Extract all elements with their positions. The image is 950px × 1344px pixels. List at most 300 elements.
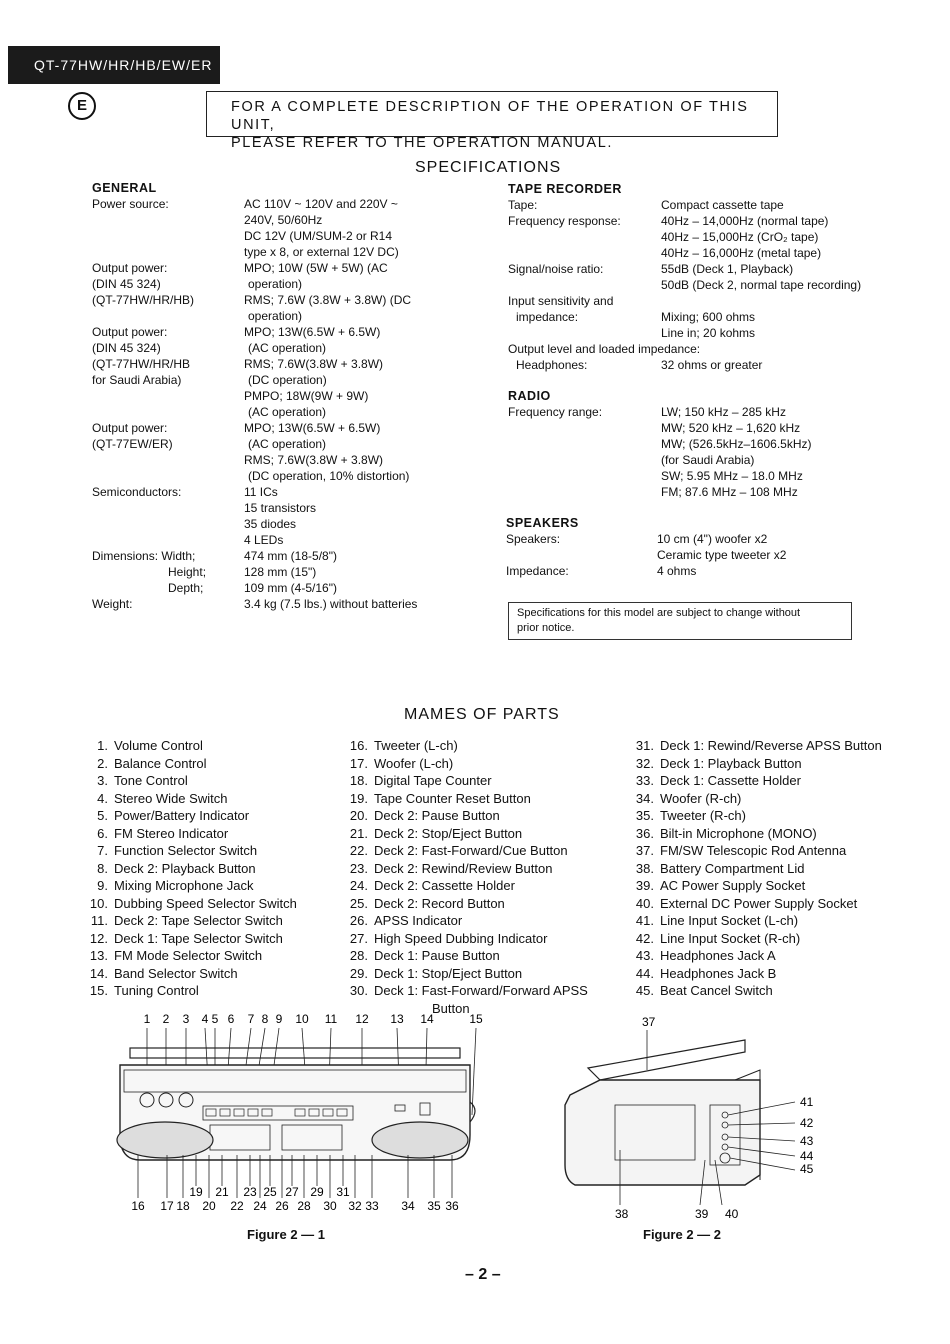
spec-value-line: (DC operation) — [248, 373, 327, 387]
part-number: 42. — [635, 930, 654, 946]
spec-label-line: Dimensions: Width; — [92, 549, 196, 563]
figure-2-1-front-view — [100, 1010, 500, 1220]
part-name: Deck 1: Rewind/Reverse APSS Button — [660, 738, 882, 753]
part-name: Woofer (L-ch) — [374, 755, 454, 771]
spec-label-line: Impedance: — [506, 564, 569, 578]
spec-row — [92, 260, 492, 324]
part-name: Deck 1: Stop/Eject Button — [374, 965, 523, 981]
spec-row — [92, 196, 492, 260]
spec-label-line: Output power: — [92, 325, 168, 339]
spec-label-line: Input sensitivity and — [508, 294, 614, 308]
part-name: Power/Battery Indicator — [114, 808, 250, 823]
operation-manual-notice — [206, 91, 778, 151]
spec-label — [92, 548, 244, 596]
spec-value-line: SW; 5.95 MHz – 18.0 MHz — [661, 469, 803, 483]
part-name: Beat Cancel Switch — [660, 983, 773, 998]
fig1-callout-14: 14 — [420, 1012, 434, 1026]
spec-label-line: (QT-77HW/HR/HB) — [92, 293, 194, 307]
part-name: FM/SW Telescopic Rod Antenna — [660, 843, 847, 858]
part-name: Function Selector Switch — [114, 843, 258, 858]
spec-value — [244, 596, 417, 612]
spec-label-line: Height; — [168, 565, 207, 579]
fig1-bottom-callouts-upper — [189, 1185, 350, 1199]
part-name: Volume Control — [114, 738, 203, 753]
fig1-top-callouts — [144, 1012, 483, 1026]
fig1-callout-27: 27 — [285, 1185, 299, 1199]
part-number: 9. — [97, 878, 108, 893]
part-name: AC Power Supply Socket — [660, 878, 806, 893]
part-list-item — [84, 982, 297, 1000]
spec-value — [657, 563, 696, 579]
part-number: 2. — [97, 755, 108, 771]
spec-label — [508, 341, 701, 357]
spec-label — [92, 260, 244, 324]
spec-value — [244, 196, 399, 260]
part-number: 6. — [97, 825, 108, 841]
fig2-bottom-callouts — [615, 1207, 739, 1221]
part-list-item — [626, 842, 882, 860]
spec-label — [508, 404, 661, 500]
parts-title: MAMES OF PARTS — [404, 706, 560, 723]
fig1-callout-24: 24 — [253, 1199, 267, 1213]
fig2-callout-42: 42 — [800, 1116, 814, 1130]
spec-general-rows — [92, 196, 492, 612]
spec-label — [508, 357, 661, 373]
fig2-callout-43: 43 — [800, 1134, 814, 1148]
parts-column-2 — [340, 737, 588, 1017]
fig1-callout-9: 9 — [275, 1012, 283, 1026]
spec-value-line: LW; 150 kHz – 285 kHz — [661, 405, 786, 419]
part-name: Bilt-in Microphone (MONO) — [660, 825, 817, 841]
spec-general-heading: GENERAL — [92, 181, 157, 195]
spec-value-line: RMS; 7.6W (3.8W + 3.8W) (DC — [244, 293, 412, 307]
part-list-item — [340, 912, 588, 930]
spec-value-line: PMPO; 18W(9W + 9W) — [244, 389, 369, 403]
spec-change-notice — [508, 602, 852, 640]
part-number: 11. — [90, 913, 108, 928]
part-number: 19. — [349, 790, 368, 806]
spec-row — [508, 341, 908, 357]
part-number: 21. — [349, 825, 368, 841]
parts-column-1 — [84, 737, 297, 1000]
fig1-bottom-callouts-lower — [131, 1199, 459, 1213]
part-name: Balance Control — [114, 755, 207, 771]
part-list-item — [340, 860, 588, 878]
part-list-item — [84, 790, 297, 808]
part-name: Band Selector Switch — [114, 965, 238, 981]
spec-label — [92, 484, 244, 548]
fig1-callout-23: 23 — [243, 1185, 257, 1199]
part-number: 8. — [97, 860, 108, 876]
spec-value-line: 55dB (Deck 1, Playback) — [661, 262, 794, 276]
spec-value-line: (AC operation) — [248, 405, 327, 419]
spec-value-line: 32 ohms or greater — [661, 358, 763, 372]
spec-row — [508, 357, 908, 373]
part-number: 13. — [89, 948, 108, 963]
figure-2-2-caption: Figure 2 — 2 — [643, 1227, 722, 1242]
part-name: FM Mode Selector Switch — [114, 948, 263, 963]
part-list-item — [340, 895, 588, 913]
fig1-callout-5: 5 — [211, 1012, 219, 1026]
fig1-callout-21: 21 — [215, 1185, 229, 1199]
spec-value-line: 40Hz – 15,000Hz (CrO₂ tape) — [661, 230, 819, 244]
spec-value-line: DC 12V (UM/SUM-2 or R14 — [244, 229, 393, 243]
part-list-item — [626, 807, 882, 825]
spec-value-line: MPO; 10W (5W + 5W) (AC — [244, 261, 388, 275]
notice-line-2: PLEASE REFER TO THE OPERATION MANUAL. — [231, 135, 614, 151]
part-name: Deck 2: Tape Selector Switch — [114, 913, 283, 928]
part-list-item — [340, 807, 588, 825]
part-number: 24. — [349, 878, 368, 893]
part-number: 25. — [349, 895, 368, 911]
part-name: Battery Compartment Lid — [660, 860, 805, 876]
part-name: Headphones Jack B — [660, 965, 777, 981]
spec-row — [92, 484, 492, 548]
fig2-callout-37: 37 — [642, 1015, 656, 1029]
spec-value-line: 15 transistors — [244, 501, 317, 515]
part-list-item — [84, 965, 297, 983]
part-list-item — [626, 825, 882, 843]
part-list-item — [340, 755, 588, 773]
part-name: APSS Indicator — [374, 913, 463, 928]
part-list-item — [340, 947, 588, 965]
part-list-item — [626, 912, 882, 930]
spec-value-line: (DC operation, 10% distortion) — [248, 469, 410, 483]
spec-value-line: (AC operation) — [248, 341, 327, 355]
spec-label-line: Frequency response: — [508, 214, 621, 228]
part-list-item — [84, 877, 297, 895]
part-list-item — [84, 860, 297, 878]
spec-change-line-2: prior notice. — [517, 622, 575, 634]
part-number: 18. — [349, 773, 368, 788]
part-name: External DC Power Supply Socket — [660, 895, 858, 911]
part-name: Deck 2: Playback Button — [114, 860, 256, 876]
part-list-item — [340, 842, 588, 860]
spec-value-line: (AC operation) — [248, 437, 327, 451]
spec-label-line: Headphones: — [516, 358, 588, 372]
spec-value-line: 109 mm (4-5/16") — [244, 581, 337, 595]
spec-value-line: RMS; 7.6W(3.8W + 3.8W) — [244, 453, 384, 467]
part-list-item — [340, 825, 588, 843]
spec-value-line: 40Hz – 14,000Hz (normal tape) — [661, 214, 829, 228]
part-list-item — [340, 982, 588, 1000]
spec-row — [508, 213, 908, 261]
spec-speakers — [506, 515, 906, 579]
part-number: 26. — [349, 913, 368, 928]
spec-value — [661, 197, 784, 213]
part-name: Line Input Socket (L-ch) — [660, 913, 799, 928]
spec-value-line: 4 LEDs — [244, 533, 284, 547]
spec-tape-rows — [508, 197, 908, 373]
part-number: 1. — [97, 738, 108, 753]
spec-label — [508, 197, 661, 213]
part-name: Tuning Control — [114, 983, 199, 998]
spec-value — [661, 213, 828, 261]
spec-value-line: 40Hz – 16,000Hz (metal tape) — [661, 246, 822, 260]
fig1-callout-22: 22 — [230, 1199, 244, 1213]
part-list-item — [626, 860, 882, 878]
part-list-item — [626, 772, 882, 790]
fig2-callout-40: 40 — [725, 1207, 739, 1221]
spec-row — [92, 548, 492, 596]
spec-value-line: 50dB (Deck 2, normal tape recording) — [661, 278, 862, 292]
part-number: 12. — [89, 930, 108, 946]
spec-general — [92, 180, 492, 612]
part-list-item — [626, 755, 882, 773]
part-number: 41. — [635, 913, 654, 928]
part-list-item — [340, 965, 588, 983]
figure-2-1-caption: Figure 2 — 1 — [247, 1227, 326, 1242]
spec-label — [506, 531, 657, 563]
part-number: 3. — [97, 773, 108, 788]
part-number: 20. — [349, 808, 368, 823]
part-number: 17. — [349, 755, 368, 771]
rear-cabinet-outline — [565, 1080, 760, 1185]
part-list-item — [340, 737, 588, 755]
spec-change-line-1: Specifications for this model are subject to change without — [517, 607, 801, 619]
part-list-item — [340, 877, 588, 895]
spec-label-line: (QT-77HW/HR/HB — [92, 357, 191, 371]
spec-value-line: Ceramic type tweeter x2 — [657, 548, 787, 562]
part-name: Tweeter (R-ch) — [660, 808, 746, 823]
fig1-callout-19: 19 — [189, 1185, 203, 1199]
part-number: 4. — [97, 790, 108, 806]
fig2-callout-44: 44 — [800, 1149, 814, 1163]
model-number-tab: QT-77HW/HR/HB/EW/ER — [8, 46, 220, 84]
spec-speakers-heading: SPEAKERS — [506, 516, 579, 530]
part-name: Deck 1: Pause Button — [374, 948, 500, 963]
part-number: 29. — [349, 965, 368, 981]
spec-row — [508, 261, 908, 293]
part-list-item — [340, 930, 588, 948]
spec-value-line: 128 mm (15") — [244, 565, 317, 579]
part-number: 22. — [349, 843, 368, 858]
part-number: 33. — [635, 773, 654, 788]
spec-label — [92, 420, 244, 484]
part-name: Mixing Microphone Jack — [114, 878, 254, 893]
part-list-item — [626, 982, 882, 1000]
part-name: Tape Counter Reset Button — [374, 790, 531, 806]
region-mark-icon: E — [68, 92, 96, 120]
part-list-item — [84, 842, 297, 860]
spec-value-line: MW; (526.5kHz–1606.5kHz) — [661, 437, 812, 451]
spec-row — [508, 293, 908, 341]
spec-value — [661, 341, 664, 357]
part-number: 14. — [89, 965, 108, 981]
part-name: Deck 2: Record Button — [374, 895, 505, 911]
rear-carry-handle — [588, 1040, 745, 1080]
part-number: 15. — [89, 983, 108, 998]
spec-value-line: MPO; 13W(6.5W + 6.5W) — [244, 421, 381, 435]
part-name: Line Input Socket (R-ch) — [660, 930, 801, 946]
fig2-callout-38: 38 — [615, 1207, 629, 1221]
spec-value-line: 11 ICs — [244, 485, 278, 499]
fig1-callout-13: 13 — [390, 1012, 404, 1026]
fig2-callout-41: 41 — [800, 1095, 814, 1109]
fig2-callout-39: 39 — [695, 1207, 709, 1221]
spec-value-line: AC 110V ~ 120V and 220V ~ — [244, 197, 398, 211]
fig1-callout-31: 31 — [336, 1185, 350, 1199]
fig1-callout-10: 10 — [295, 1012, 309, 1026]
fig1-callout-2: 2 — [162, 1012, 170, 1026]
part-number: 28. — [349, 948, 368, 963]
spec-value-line: FM; 87.6 MHz – 108 MHz — [661, 485, 798, 499]
fig1-callout-1: 1 — [143, 1012, 151, 1026]
spec-label-line: (QT-77EW/ER) — [92, 437, 173, 451]
fig2-side-callouts — [800, 1095, 814, 1176]
spec-label-line: impedance: — [516, 310, 579, 324]
fig1-callout-17: 17 — [160, 1199, 174, 1213]
part-list-item — [84, 807, 297, 825]
part-number: 35. — [635, 808, 654, 823]
spec-value-line: 240V, 50/60Hz — [244, 213, 323, 227]
spec-label-line: (DIN 45 324) — [92, 277, 161, 291]
part-list-item — [626, 737, 882, 755]
part-list-item — [340, 772, 588, 790]
part-list-item — [84, 737, 297, 755]
spec-value — [244, 260, 411, 324]
spec-tape-heading: TAPE RECORDER — [508, 182, 622, 196]
part-number: 37. — [635, 843, 654, 858]
spec-value — [661, 357, 762, 373]
part-list-item — [84, 930, 297, 948]
part-name: Tweeter (L-ch) — [374, 738, 458, 753]
part-list-item — [626, 930, 882, 948]
part-list-item — [626, 895, 882, 913]
fig2-callout-45: 45 — [800, 1162, 814, 1176]
fig1-callout-25: 25 — [263, 1185, 277, 1199]
part-name: Woofer (R-ch) — [660, 790, 742, 806]
part-name: Deck 2: Cassette Holder — [374, 878, 515, 893]
fig1-callout-32: 32 — [348, 1199, 362, 1213]
part-list-item — [626, 965, 882, 983]
spec-label-line: Depth; — [168, 581, 204, 595]
spec-row — [508, 197, 908, 213]
part-number: 44. — [635, 965, 654, 981]
part-number: 39. — [635, 878, 654, 893]
spec-value-line: MPO; 13W(6.5W + 6.5W) — [244, 325, 381, 339]
spec-speakers-rows — [506, 531, 906, 579]
part-list-item — [84, 895, 297, 913]
part-list-item — [340, 790, 588, 808]
fig1-callout-12: 12 — [355, 1012, 369, 1026]
part-number: 7. — [97, 843, 108, 858]
part-name: Stereo Wide Switch — [114, 790, 228, 806]
spec-label — [506, 563, 657, 579]
spec-label-line: Power source: — [92, 197, 169, 211]
spec-value-line: RMS; 7.6W(3.8W + 3.8W) — [244, 357, 384, 371]
part-name: Headphones Jack A — [660, 948, 776, 963]
spec-tape — [508, 181, 908, 373]
spec-label — [508, 261, 661, 293]
part-name: Deck 1: Tape Selector Switch — [114, 930, 283, 946]
part-number: 5. — [97, 808, 108, 823]
part-name: Tone Control — [114, 773, 188, 788]
fig1-callout-8: 8 — [261, 1012, 269, 1026]
part-list-item — [626, 877, 882, 895]
spec-label — [508, 293, 661, 341]
part-list-item — [84, 755, 297, 773]
spec-value — [657, 531, 786, 563]
part-number: 27. — [349, 930, 368, 946]
parts-column-3 — [626, 737, 882, 1000]
spec-value — [244, 324, 383, 420]
spec-row — [92, 420, 492, 484]
spec-label-line: Semiconductors: — [92, 485, 182, 499]
right-woofer-grille — [372, 1122, 468, 1158]
part-name: Digital Tape Counter — [374, 773, 492, 788]
spec-value — [244, 420, 409, 484]
fig1-callout-16: 16 — [131, 1199, 145, 1213]
spec-label-line: Tape: — [508, 198, 538, 212]
fig1-callout-11: 11 — [324, 1012, 338, 1026]
spec-value-line: Compact cassette tape — [661, 198, 784, 212]
spec-row — [92, 596, 492, 612]
spec-value-line: Line in; 20 kohms — [661, 326, 756, 340]
spec-label-line: Signal/noise ratio: — [508, 262, 604, 276]
spec-label — [92, 596, 244, 612]
part-name: Deck 1: Fast-Forward/Forward APSS — [374, 983, 588, 998]
part-number: 34. — [635, 790, 654, 806]
spec-value — [661, 293, 755, 341]
fig1-callout-20: 20 — [202, 1199, 216, 1213]
fig1-callout-34: 34 — [401, 1199, 415, 1213]
spec-value-line: 3.4 kg (7.5 lbs.) without batteries — [244, 597, 418, 611]
part-number: 45. — [635, 983, 654, 998]
part-number: 23. — [349, 860, 368, 876]
spec-value — [661, 404, 812, 500]
part-list-item — [84, 825, 297, 843]
spec-row — [92, 324, 492, 420]
part-name: Deck 2: Pause Button — [374, 808, 500, 823]
part-number: 30. — [349, 983, 368, 998]
spec-radio-rows — [508, 404, 908, 500]
radio-cassette-rear-body — [565, 1040, 760, 1185]
part-number: 40. — [635, 895, 654, 911]
spec-label — [92, 324, 244, 420]
part-name: Deck 2: Stop/Eject Button — [374, 825, 523, 841]
notice-line-1: FOR A COMPLETE DESCRIPTION OF THE OPERATION OF THIS UNIT, — [231, 99, 749, 133]
spec-radio-heading: RADIO — [508, 389, 551, 403]
radio-cassette-front-body — [117, 1048, 475, 1160]
spec-value — [244, 484, 316, 548]
spec-label-line: Output power: — [92, 261, 168, 275]
fig1-callout-6: 6 — [227, 1012, 235, 1026]
spec-value-line — [661, 341, 664, 357]
part-name: Deck 1: Playback Button — [660, 755, 802, 771]
fig1-callout-7: 7 — [247, 1012, 255, 1026]
fig1-callout-36: 36 — [445, 1199, 459, 1213]
fig1-callout-35: 35 — [427, 1199, 441, 1213]
part-number: 10. — [89, 895, 108, 911]
spec-value-line — [661, 293, 755, 309]
spec-label — [92, 196, 244, 260]
fig1-callout-15: 15 — [469, 1012, 483, 1026]
spec-value-line: 10 cm (4") woofer x2 — [657, 532, 768, 546]
spec-label-line: Output power: — [92, 421, 168, 435]
fig1-callout-18: 18 — [176, 1199, 190, 1213]
fig1-callout-4: 4 — [201, 1012, 209, 1026]
spec-value-line: (for Saudi Arabia) — [661, 453, 755, 467]
spec-row — [506, 531, 906, 563]
spec-value-line: operation) — [248, 309, 303, 323]
spec-value-line: type x 8, or external 12V DC) — [244, 245, 399, 259]
part-name: High Speed Dubbing Indicator — [374, 930, 548, 946]
part-list-item — [626, 790, 882, 808]
fig1-callout-29: 29 — [310, 1185, 324, 1199]
part-name: Deck 2: Fast-Forward/Cue Button — [374, 843, 568, 858]
spec-label — [508, 213, 661, 261]
